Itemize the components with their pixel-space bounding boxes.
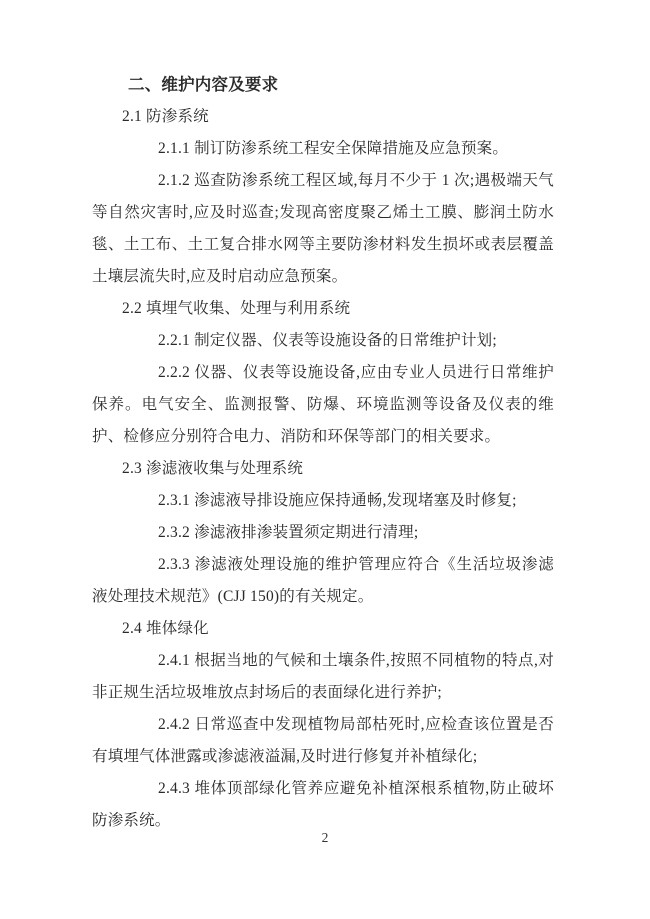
paragraph-2-1-1: 2.1.1 制订防渗系统工程安全保障措施及应急预案。	[158, 140, 509, 157]
section-title-2-3: 2.3 渗滤液收集与处理系统	[122, 460, 304, 477]
paragraph-2-1-2: 2.1.2 巡查防渗系统工程区域,每月不少于 1 次;遇极端天气等自然灾害时,应及时巡查;发现高密度聚乙烯土工膜、膨润土防水毯、土工布、土工复合排水网等主要防渗材料发生损坏或表层覆盖土壤层流失时,应及时启动应急预案。	[92, 172, 554, 285]
section-title-2-2: 2.2 填埋气收集、处理与利用系统	[122, 300, 351, 317]
paragraph-2-4-1: 2.4.1 根据当地的气候和土壤条件,按照不同植物的特点,对非正规生活垃圾堆放点封场后的表面绿化进行养护;	[92, 652, 554, 701]
paragraph-2-3-2: 2.3.2 渗滤液排渗装置须定期进行清理;	[158, 524, 419, 541]
paragraph-2-4-3: 2.4.3 堆体顶部绿化管养应避免补植深根系植物,防止破坏防渗系统。	[92, 780, 554, 829]
page-number: 2	[321, 830, 329, 845]
document-body	[92, 69, 554, 837]
section-title-2-1: 2.1 防渗系统	[122, 108, 209, 125]
paragraph-2-3-1: 2.3.1 渗滤液导排设施应保持通畅,发现堵塞及时修复;	[158, 492, 517, 509]
paragraph-2-3-3: 2.3.3 渗滤液处理设施的维护管理应符合《生活垃圾渗滤液处理技术规范》(CJJ 150)的有关规定。	[92, 556, 554, 605]
paragraph-2-2-1: 2.2.1 制定仪器、仪表等设施设备的日常维护计划;	[158, 332, 497, 349]
document-heading: 二、维护内容及要求	[128, 75, 279, 94]
paragraph-2-4-2: 2.4.2 日常巡查中发现植物局部枯死时,应检查该位置是否有填埋气体泄露或渗滤液溢漏,及时进行修复并补植绿化;	[92, 716, 554, 765]
section-title-2-4: 2.4 堆体绿化	[122, 620, 209, 637]
paragraph-2-2-2: 2.2.2 仪器、仪表等设施设备,应由专业人员进行日常维护保养。电气安全、监测报警、防爆、环境监测等设备及仪表的维护、检修应分别符合电力、消防和环保等部门的相关要求。	[92, 364, 554, 445]
